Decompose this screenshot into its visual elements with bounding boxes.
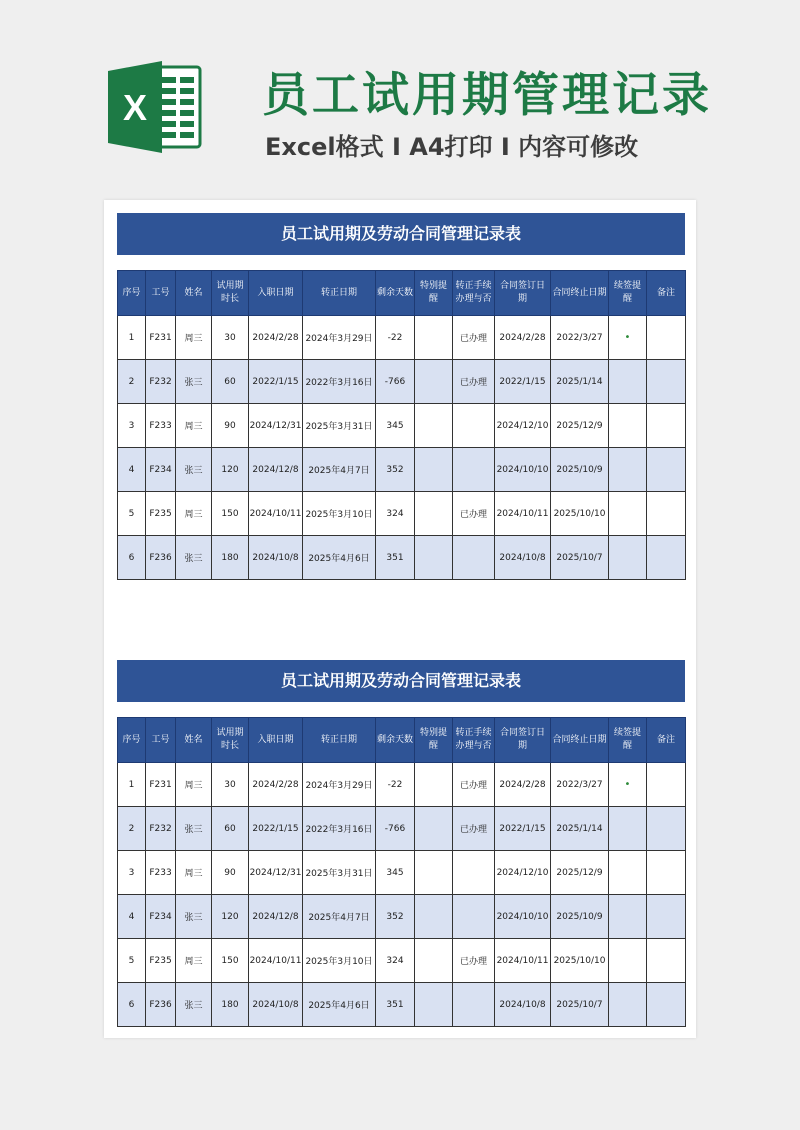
table-cell <box>453 536 495 580</box>
table-cell: 周三 <box>176 492 212 536</box>
table-cell: F231 <box>146 316 176 360</box>
table-cell: 2024/10/10 <box>495 448 551 492</box>
table-cell <box>647 536 686 580</box>
table-cell: 2024/2/28 <box>495 316 551 360</box>
column-header: 转正手续 办理与否 <box>453 718 495 763</box>
table-cell: 周三 <box>176 404 212 448</box>
table-cell: 345 <box>376 851 415 895</box>
table-cell: F232 <box>146 807 176 851</box>
table-cell <box>453 448 495 492</box>
table-cell <box>647 807 686 851</box>
page-title: 员工试用期管理记录 <box>262 68 712 123</box>
table-row <box>118 536 686 580</box>
table-cell: 2025/10/7 <box>551 983 609 1027</box>
excel-icon <box>104 57 204 157</box>
banner <box>0 0 800 190</box>
table-cell: 2025年4月7日 <box>303 895 376 939</box>
column-header: 转正日期 <box>303 718 376 763</box>
table-cell <box>609 939 647 983</box>
table-cell <box>609 492 647 536</box>
table-cell: -22 <box>376 763 415 807</box>
table-cell: 2022/3/27 <box>551 316 609 360</box>
table-cell: 30 <box>212 763 249 807</box>
column-header: 合同签订日期 <box>495 271 551 316</box>
table-cell: 2025/10/10 <box>551 492 609 536</box>
table-cell: 2 <box>118 807 146 851</box>
table-cell: 351 <box>376 983 415 1027</box>
table-cell: 2022/3/27 <box>551 763 609 807</box>
table-cell: 2024/12/10 <box>495 851 551 895</box>
table-cell: 2025/10/9 <box>551 895 609 939</box>
table-cell: 2024/2/28 <box>249 763 303 807</box>
table-cell: • <box>609 316 647 360</box>
table-cell <box>647 983 686 1027</box>
table-row <box>118 492 686 536</box>
table-cell: 2024/12/8 <box>249 895 303 939</box>
table-cell: 2022年3月16日 <box>303 807 376 851</box>
table-cell: 60 <box>212 360 249 404</box>
table-cell: 2024/2/28 <box>249 316 303 360</box>
table-cell <box>453 895 495 939</box>
table-cell: F232 <box>146 360 176 404</box>
table-cell: F235 <box>146 492 176 536</box>
table-cell: 352 <box>376 895 415 939</box>
table-cell: 2025/10/10 <box>551 939 609 983</box>
table-cell <box>415 316 453 360</box>
table-cell <box>647 763 686 807</box>
table-cell: 周三 <box>176 851 212 895</box>
table-cell: 351 <box>376 536 415 580</box>
column-header: 试用期 时长 <box>212 271 249 316</box>
table-cell: 2024/2/28 <box>495 763 551 807</box>
record-table <box>117 717 686 1027</box>
column-header: 转正手续 办理与否 <box>453 271 495 316</box>
table-cell: 2025年3月31日 <box>303 851 376 895</box>
table-cell: 张三 <box>176 448 212 492</box>
column-header: 合同终止日期 <box>551 718 609 763</box>
table-cell: F236 <box>146 983 176 1027</box>
table-cell <box>647 404 686 448</box>
logo-letter: X <box>122 87 148 128</box>
header-row <box>118 271 686 316</box>
table-cell: 2 <box>118 360 146 404</box>
table-cell: 2025/10/9 <box>551 448 609 492</box>
table-cell: 120 <box>212 895 249 939</box>
table-cell <box>609 807 647 851</box>
table-cell: F231 <box>146 763 176 807</box>
column-header: 备注 <box>647 718 686 763</box>
table-title: 员工试用期及劳动合同管理记录表 <box>117 660 685 702</box>
table-cell: 已办理 <box>453 492 495 536</box>
column-header: 入职日期 <box>249 718 303 763</box>
table-cell: 2025/10/7 <box>551 536 609 580</box>
table-cell <box>415 983 453 1027</box>
table-cell: 4 <box>118 895 146 939</box>
table-cell: 2024/10/8 <box>249 536 303 580</box>
table-cell <box>415 939 453 983</box>
table-row <box>118 807 686 851</box>
table-cell: 已办理 <box>453 360 495 404</box>
table-cell: 60 <box>212 807 249 851</box>
table-cell: 已办理 <box>453 316 495 360</box>
table-cell: 2022年3月16日 <box>303 360 376 404</box>
table-cell <box>647 851 686 895</box>
column-header: 剩余天数 <box>376 718 415 763</box>
table-cell: 已办理 <box>453 939 495 983</box>
table-cell: 周三 <box>176 316 212 360</box>
table-cell: 2022/1/15 <box>249 807 303 851</box>
table-cell: 2025年3月31日 <box>303 404 376 448</box>
table-cell: 已办理 <box>453 807 495 851</box>
column-header: 工号 <box>146 718 176 763</box>
table-cell: 2022/1/15 <box>249 360 303 404</box>
table-cell: 2025年4月6日 <box>303 536 376 580</box>
table-cell: F233 <box>146 851 176 895</box>
table-cell <box>415 807 453 851</box>
table-cell <box>647 316 686 360</box>
table-cell: 6 <box>118 983 146 1027</box>
table-cell: 30 <box>212 316 249 360</box>
table-cell: 324 <box>376 492 415 536</box>
table-cell: F236 <box>146 536 176 580</box>
page-subtitle: Excel格式 I A4打印 I 内容可修改 <box>265 133 639 161</box>
table-cell: 2022/1/15 <box>495 360 551 404</box>
table-cell <box>453 404 495 448</box>
column-header: 续签提醒 <box>609 271 647 316</box>
column-header: 转正日期 <box>303 271 376 316</box>
document-sheet <box>104 200 696 1038</box>
column-header: 续签提醒 <box>609 718 647 763</box>
table-cell: 90 <box>212 404 249 448</box>
table-cell: 2024/12/10 <box>495 404 551 448</box>
table-cell: 周三 <box>176 939 212 983</box>
table-cell <box>453 983 495 1027</box>
table-cell: 2025年3月10日 <box>303 492 376 536</box>
table-cell: 张三 <box>176 807 212 851</box>
table-cell: 2025/12/9 <box>551 404 609 448</box>
table-cell <box>453 851 495 895</box>
table-row <box>118 360 686 404</box>
table-cell: 周三 <box>176 763 212 807</box>
table-cell: 2025/1/14 <box>551 360 609 404</box>
table-cell: 120 <box>212 448 249 492</box>
column-header: 试用期 时长 <box>212 718 249 763</box>
table-cell: 150 <box>212 492 249 536</box>
table-cell: 150 <box>212 939 249 983</box>
table-cell: -22 <box>376 316 415 360</box>
table-cell: 张三 <box>176 536 212 580</box>
table-cell <box>609 851 647 895</box>
table-row <box>118 851 686 895</box>
table-cell: -766 <box>376 807 415 851</box>
table-cell: 324 <box>376 939 415 983</box>
table-cell: F235 <box>146 939 176 983</box>
table-cell: 180 <box>212 536 249 580</box>
table-cell: • <box>609 763 647 807</box>
table-cell: 90 <box>212 851 249 895</box>
table-cell <box>609 895 647 939</box>
table-cell: 3 <box>118 404 146 448</box>
header-row <box>118 718 686 763</box>
table-row <box>118 939 686 983</box>
table-cell <box>415 448 453 492</box>
table-cell: 2024/10/8 <box>495 983 551 1027</box>
table-cell <box>647 939 686 983</box>
record-table <box>117 270 686 580</box>
column-header: 特别提醒 <box>415 718 453 763</box>
table-cell: 2024/12/8 <box>249 448 303 492</box>
table-cell: 张三 <box>176 360 212 404</box>
table-cell: 2024/10/11 <box>249 939 303 983</box>
column-header: 工号 <box>146 271 176 316</box>
table-cell <box>609 448 647 492</box>
table-cell <box>415 360 453 404</box>
table-cell: 180 <box>212 983 249 1027</box>
table-cell <box>609 536 647 580</box>
table-cell <box>647 360 686 404</box>
table-cell: 2024/12/31 <box>249 851 303 895</box>
table-cell: 2024/10/11 <box>495 939 551 983</box>
table-row <box>118 895 686 939</box>
table-cell: 2024/10/10 <box>495 895 551 939</box>
table-cell: 3 <box>118 851 146 895</box>
table-cell: 2024/10/8 <box>495 536 551 580</box>
table-cell <box>415 895 453 939</box>
table-cell: 6 <box>118 536 146 580</box>
table-cell: 2025年4月6日 <box>303 983 376 1027</box>
column-header: 序号 <box>118 718 146 763</box>
table-cell <box>609 404 647 448</box>
table-cell <box>415 404 453 448</box>
table-cell: 张三 <box>176 895 212 939</box>
table-cell <box>609 983 647 1027</box>
table-cell: 2024/10/8 <box>249 983 303 1027</box>
table-cell <box>415 763 453 807</box>
column-header: 备注 <box>647 271 686 316</box>
column-header: 特别提醒 <box>415 271 453 316</box>
column-header: 姓名 <box>176 271 212 316</box>
table-cell <box>415 492 453 536</box>
table-cell: 5 <box>118 939 146 983</box>
table-cell: 2024/10/11 <box>495 492 551 536</box>
table-cell: 已办理 <box>453 763 495 807</box>
table-row <box>118 763 686 807</box>
table-cell: 2024年3月29日 <box>303 763 376 807</box>
column-header: 入职日期 <box>249 271 303 316</box>
table-row <box>118 404 686 448</box>
table-cell: 2022/1/15 <box>495 807 551 851</box>
table-row <box>118 448 686 492</box>
table-cell: 352 <box>376 448 415 492</box>
column-header: 合同签订日期 <box>495 718 551 763</box>
column-header: 姓名 <box>176 718 212 763</box>
record-table-block <box>117 660 685 1027</box>
table-title: 员工试用期及劳动合同管理记录表 <box>117 213 685 255</box>
table-row <box>118 983 686 1027</box>
table-cell: 1 <box>118 316 146 360</box>
table-cell: 2025/12/9 <box>551 851 609 895</box>
table-cell <box>647 895 686 939</box>
table-cell: F233 <box>146 404 176 448</box>
table-cell: 2025/1/14 <box>551 807 609 851</box>
table-cell: 4 <box>118 448 146 492</box>
column-header: 合同终止日期 <box>551 271 609 316</box>
table-cell <box>609 360 647 404</box>
table-cell: 张三 <box>176 983 212 1027</box>
table-cell <box>647 448 686 492</box>
table-cell <box>647 492 686 536</box>
table-cell: -766 <box>376 360 415 404</box>
table-cell: 1 <box>118 763 146 807</box>
table-cell <box>415 851 453 895</box>
table-cell: F234 <box>146 895 176 939</box>
table-cell: F234 <box>146 448 176 492</box>
table-cell: 2025年4月7日 <box>303 448 376 492</box>
table-cell: 2024/10/11 <box>249 492 303 536</box>
record-table-block <box>117 213 685 580</box>
column-header: 剩余天数 <box>376 271 415 316</box>
column-header: 序号 <box>118 271 146 316</box>
table-cell: 2024年3月29日 <box>303 316 376 360</box>
table-cell: 2025年3月10日 <box>303 939 376 983</box>
table-cell: 2024/12/31 <box>249 404 303 448</box>
table-cell <box>415 536 453 580</box>
table-row <box>118 316 686 360</box>
table-cell: 5 <box>118 492 146 536</box>
table-cell: 345 <box>376 404 415 448</box>
